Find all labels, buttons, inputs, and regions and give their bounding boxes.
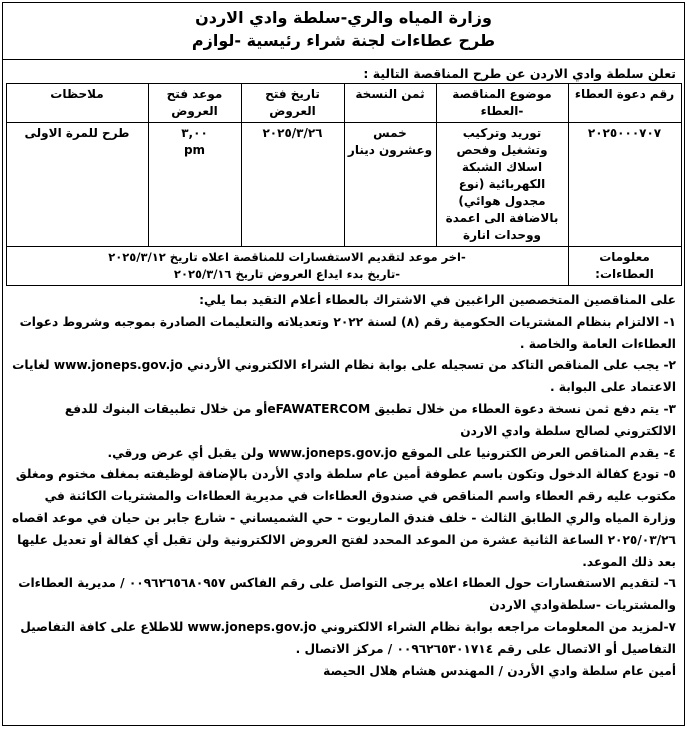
header-tender-no: رقم دعوة العطاء — [568, 84, 681, 123]
condition-3-text: ٣- يتم دفع ثمن نسخة دعوة العطاء من خلال تطبيق — [374, 401, 676, 416]
signature-line: أمين عام سلطة وادي الأردن / المهندس هشام هلال الحيصة — [323, 663, 676, 678]
header-opening-time: موعد فتح العروض — [148, 84, 241, 123]
tender-table — [6, 83, 682, 286]
header-copy-price: ثمن النسخة — [344, 84, 436, 123]
cell-opening-date: ٢٠٢٥/٣/٢٦ — [241, 123, 344, 247]
intro-text: تعلن سلطة وادي الاردن عن طرح المناقصة التالية : — [363, 66, 676, 81]
cell-opening-time — [148, 123, 241, 247]
condition-5: ٥- تودع كفالة الدخول وتكون باسم عطوفة أمين عام سلطة وادي الأردن بالإضافة لوظيفته بمغلف مختوم ومغلق مكتوب عليه رقم العطاء واسم المناقص في صندوق العطاءات في مديرية العطاءات والمشتريات الكائنة في وزارة المياه والري الطابق الثالث - خلف فندق الماريوت - حي الشميساني - شارع جابر بن حيان في موعد اقصاه ٢٠٢٥/٠٣/٢٦ الساعة الثانية عشرة من الموعد المحدد لفتح العروض الالكترونية ولن تقبل أي كفالة أو تعديل عليها بعد ذلك الموعد. — [11, 467, 676, 569]
condition-7-tail: للاطلاع على كافة التفاصيل التفاصيل أو الاتصال على رقم ٠٠٩٦٢٦٥٣٠١٧١٤ / مركز الاتصال . — [20, 619, 676, 656]
joneps-link[interactable]: www.joneps.gov.jo — [53, 358, 183, 373]
efawatercom-name: eFAWATERCOM — [267, 401, 371, 416]
conditions-text — [3, 286, 684, 682]
condition-4-tail: ولن يقبل أي عرض ورقي. — [107, 445, 264, 460]
announcement-header — [3, 3, 684, 60]
condition-2 — [11, 355, 676, 399]
info-line-deposit: -تاريخ بدء ايداع العروض تاريخ ٢٠٢٥/٣/١٦ — [173, 267, 401, 281]
condition-4 — [11, 443, 676, 465]
header-subject: موضوع المناقصة -العطاء — [436, 84, 568, 123]
joneps-link[interactable]: www.joneps.gov.jo — [187, 619, 317, 634]
ministry-title: وزارة المياه والري-سلطة وادي الاردن — [195, 8, 492, 27]
opening-time-unit: pm — [183, 143, 206, 157]
info-body — [6, 247, 568, 286]
condition-7-text: ٧-لمزيد من المعلومات مراجعه بوابة نظام الشراء الالكتروني — [320, 619, 676, 634]
cell-notes: طرح للمرة الاولى — [6, 123, 148, 247]
condition-4-text: ٤- يقدم المناقص العرض الكترونيا على الموقع — [401, 445, 676, 460]
header-opening-date: تاريخ فتح العروض — [241, 84, 344, 123]
condition-3 — [11, 399, 676, 443]
condition-2-tail: لغايات الاعتماد على البوابة . — [12, 358, 676, 395]
header-notes: ملاحظات — [6, 84, 148, 123]
cell-subject: توريد وتركيب وتشغيل وفحص اسلاك الشبكة الكهربائية (نوع مجدول هوائي) بالاضافة الى اعمدة ووحدات انارة — [436, 123, 568, 247]
condition-7 — [11, 617, 676, 661]
cell-tender-no: ٢٠٢٥٠٠٠٧٠٧ — [568, 123, 681, 247]
cell-copy-price: خمس وعشرون دينار — [344, 123, 436, 247]
condition-3-tail: أو من خلال تطبيقات البنوك للدفع الالكتروني لصالح سلطة وادي الاردن — [64, 401, 676, 438]
info-line-inquiries: -اخر موعد لتقديم الاستفسارات للمناقصة اعلاه تاريخ ٢٠٢٥/٣/١٢ — [108, 250, 466, 264]
opening-time-value: ٣,٠٠ — [181, 126, 208, 140]
table-row — [6, 123, 681, 247]
tender-announcement — [2, 2, 685, 726]
tender-title: طرح عطاءات لجنة شراء رئيسية -لوازم — [191, 31, 496, 50]
condition-6: ٦- لتقديم الاستفسارات حول العطاء اعلاه يرجى التواصل على رقم الفاكس ٠٠٩٦٢٦٥٦٨٠٩٥٧ / مديرية العطاءات والمشتريات -سلطةوادي الاردن — [18, 576, 676, 613]
joneps-link[interactable]: www.joneps.gov.jo — [268, 445, 398, 460]
condition-2-text: ٢- يجب على المناقص التاكد من تسجيله على بوابة نظام الشراء الالكتروني الأردني — [187, 358, 676, 373]
info-label: معلومات العطاءات: — [568, 247, 681, 286]
conditions-lead: على المناقصين المتخصصين الراغبين في الاشتراك بالعطاء أعلام التقيد بما يلي: — [199, 293, 676, 307]
info-row — [6, 247, 681, 286]
condition-1: ١- الالتزام بنظام المشتريات الحكومية رقم (٨) لسنة ٢٠٢٢ وتعديلاته والتعليمات الصادرة بموجبه وشروط دعوات العطاءات العامة والخاصة . — [19, 314, 676, 351]
table-header-row — [6, 84, 681, 123]
